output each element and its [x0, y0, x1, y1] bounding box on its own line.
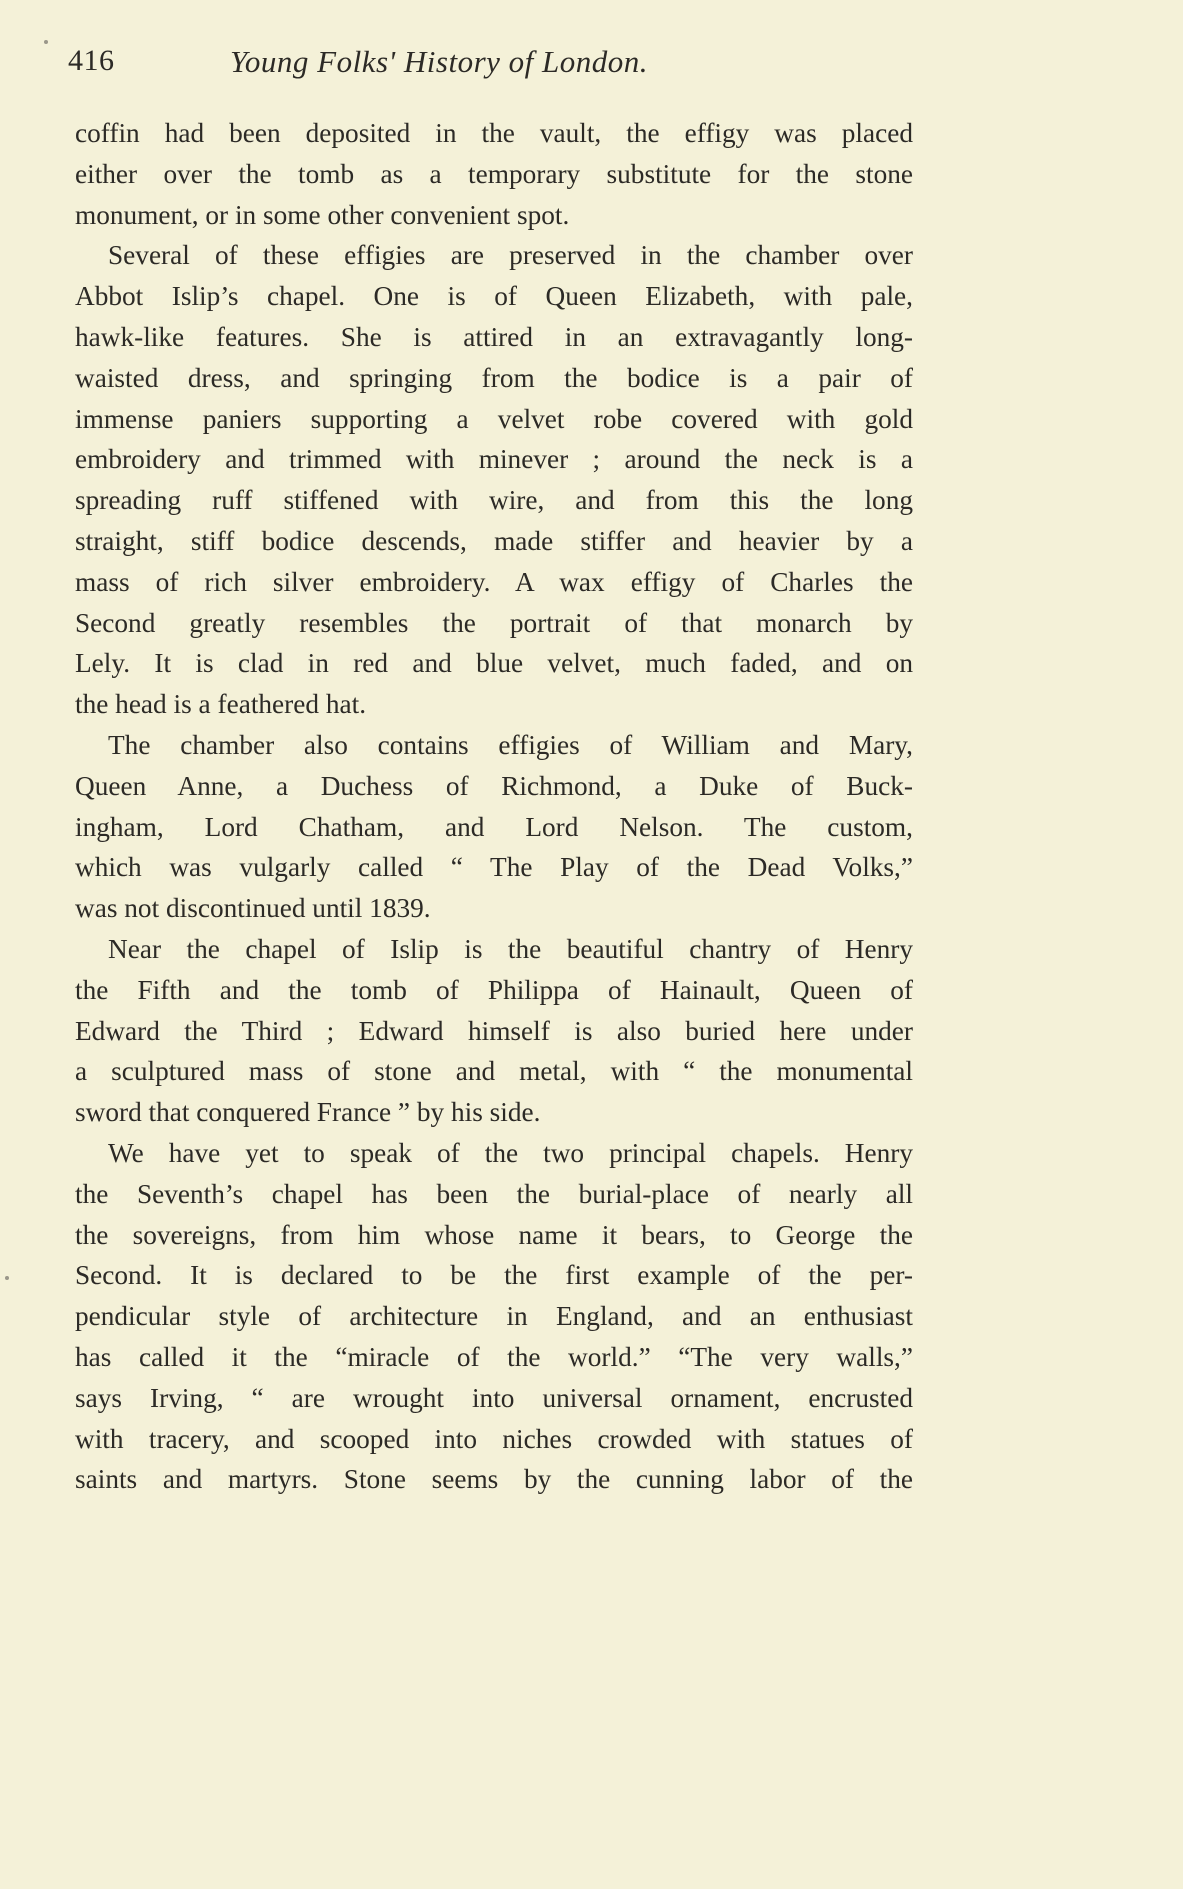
page-speck	[44, 40, 48, 44]
text-line: either over the tomb as a temporary substitute for the stone	[75, 158, 913, 189]
text-line: Lely. It is clad in red and blue velvet, much faded, and on	[75, 648, 913, 679]
text-line: ingham, Lord Chatham, and Lord Nelson. The custom,	[75, 811, 913, 842]
paragraph	[75, 725, 913, 929]
text-line: spreading ruff stiffened with wire, and from this the long	[75, 485, 913, 516]
text-line: embroidery and trimmed with minever ; around the neck is a	[75, 444, 913, 475]
text-line: has called it the “miracle of the world.” “The very walls,”	[75, 1341, 913, 1372]
text-line: We have yet to speak of the two principal chapels. Henry	[108, 1137, 913, 1168]
text-line: says Irving, “ are wrought into universal ornament, encrusted	[75, 1382, 913, 1413]
page-header	[68, 42, 918, 86]
text-line: pendicular style of architecture in England, and an enthusiast	[75, 1301, 913, 1332]
running-title: Young Folks' History of London.	[230, 44, 649, 79]
text-line: which was vulgarly called “ The Play of the Dead Volks,”	[75, 852, 913, 883]
text-line: the Fifth and the tomb of Philippa of Hainault, Queen of	[75, 974, 913, 1005]
text-line: waisted dress, and springing from the bodice is a pair of	[75, 362, 913, 393]
text-line: coffin had been deposited in the vault, the effigy was placed	[75, 118, 913, 148]
text-line: immense paniers supporting a velvet robe covered with gold	[75, 403, 913, 434]
text-line: the sovereigns, from him whose name it bears, to George the	[75, 1219, 913, 1250]
text-line: sword that conquered France ” by his side.	[75, 1097, 541, 1128]
page-speck	[5, 1276, 9, 1280]
page-number: 416	[68, 44, 115, 77]
text-line: Edward the Third ; Edward himself is also buried here under	[75, 1015, 913, 1046]
text-line: mass of rich silver embroidery. A wax effigy of Charles the	[75, 566, 913, 597]
text-line: a sculptured mass of stone and metal, with “ the monumental	[75, 1056, 913, 1087]
text-line: with tracery, and scooped into niches crowded with statues of	[75, 1423, 913, 1454]
text-line: Several of these effigies are preserved in the chamber over	[108, 240, 913, 271]
text-line: hawk-like features. She is attired in an extravagantly long-	[75, 321, 913, 352]
text-line: was not discontinued until 1839.	[75, 893, 431, 924]
text-line: monument, or in some other convenient spot.	[75, 199, 570, 230]
text-line: The chamber also contains effigies of William and Mary,	[108, 729, 913, 760]
paragraph	[75, 929, 913, 1133]
text-line: saints and martyrs. Stone seems by the cunning labor of the	[75, 1464, 913, 1495]
body-text	[75, 113, 913, 1500]
text-line: the head is a feathered hat.	[75, 689, 367, 720]
text-line: Near the chapel of Islip is the beautiful chantry of Henry	[108, 933, 913, 964]
paragraph	[75, 113, 913, 235]
text-line: Queen Anne, a Duchess of Richmond, a Duke of Buck-	[75, 770, 913, 801]
text-line: Second greatly resembles the portrait of that monarch by	[75, 607, 913, 638]
paragraph	[75, 1133, 913, 1500]
text-line: Abbot Islip’s chapel. One is of Queen Elizabeth, with pale,	[75, 281, 913, 312]
text-line: straight, stiff bodice descends, made stiffer and heavier by a	[75, 525, 913, 556]
text-line: Second. It is declared to be the first example of the per-	[75, 1260, 913, 1291]
paragraph	[75, 235, 913, 725]
text-line: the Seventh’s chapel has been the burial-place of nearly all	[75, 1178, 913, 1209]
